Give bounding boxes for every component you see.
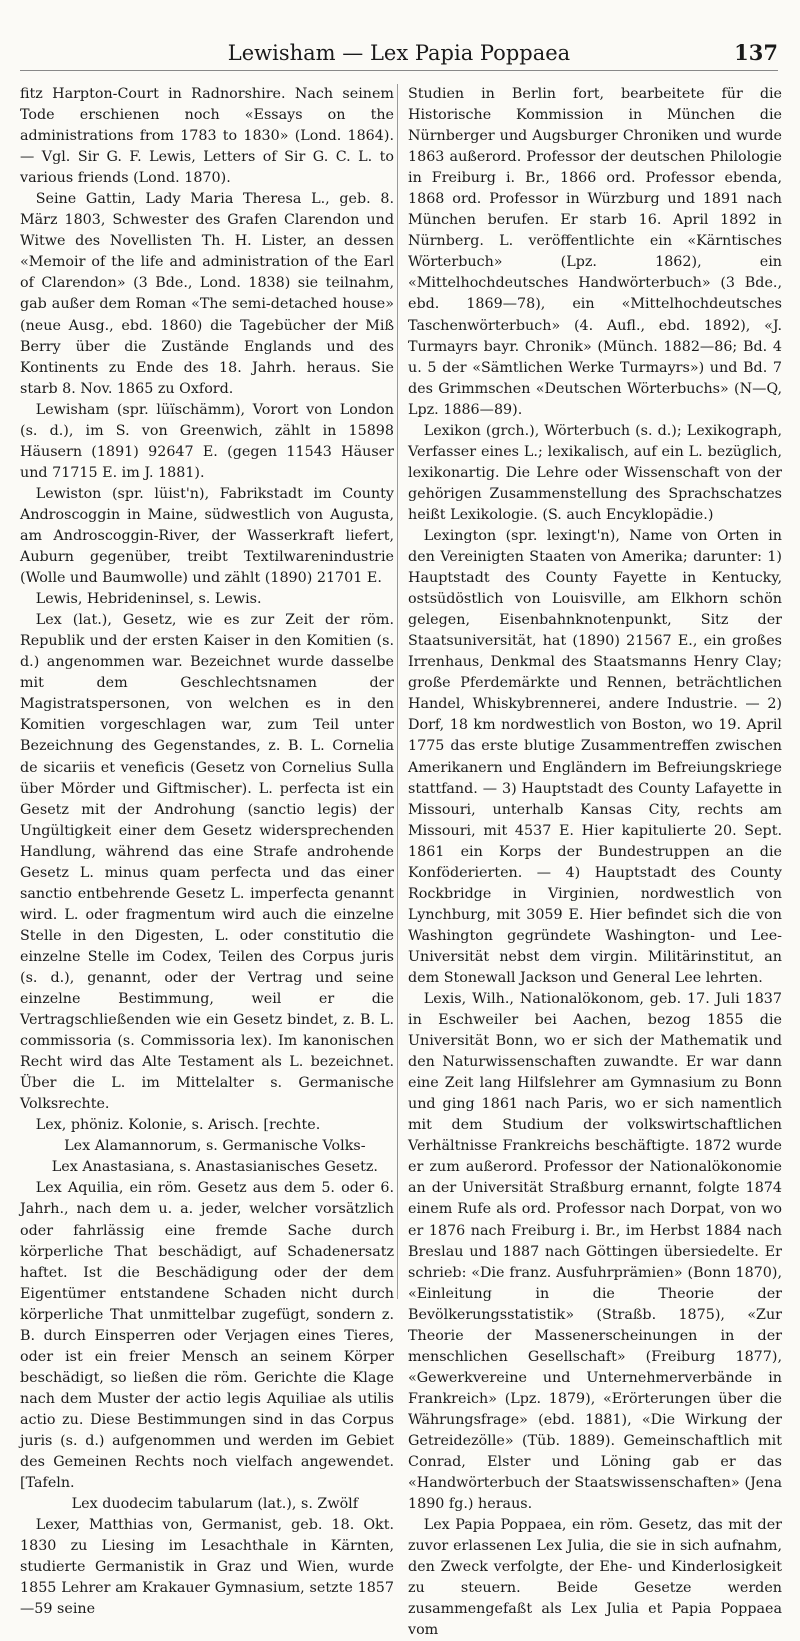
entry-lewiston: Lewiston (spr. lüist'n), Fabrikstadt im County Androscoggin in Maine, südwestlich von Augusta, am Androscoggin-River, der Wasserkraft liefert, Auburn gegenüber, treibt Textilwarenindustrie (Wolle und Baumwolle) und zählt (1890) 21701 E. bbox=[20, 485, 394, 587]
entry-lexer: Lexer, Matthias von, Germanist, geb. 18. Okt. 1830 zu Liesing im Lesachthale in Kärnten, studierte Germanistik in Graz und Wien, wurde 1855 Lehrer am Krakauer Gymnasium, setzte 1857—59 seine bbox=[20, 1517, 394, 1618]
running-head bbox=[20, 36, 778, 71]
entry-lex-alamannorum: Lex Alamannorum, s. Germanische Volks- bbox=[64, 1138, 366, 1155]
left-column bbox=[20, 84, 394, 1620]
entry-lexikon: Lexikon (grch.), Wörterbuch (s. d.); Lexikograph, Verfasser eines L.; lexikalisch, auf ein L. bezüglich, lexikonartig. Die Lehre oder Wissenschaft von der gehörigen Zusammenstellung des Sprachschatzes heißt Lexikologie. (S. auch Encyklopädie.) bbox=[408, 422, 782, 523]
entry-lex-aquilia: Lex Aquilia, ein röm. Gesetz aus dem 5. oder 6. Jahrh., nach dem u. a. jeder, welcher vorsätzlich oder fahrlässig eine fremde Sache durch körperliche That beschädigt, auf Schadenersatz haftet. Ist die Beschädigung oder der dem Eigentümer entstandene Schaden nicht durch körperliche That unmittelbar zugefügt, sondern z. B. durch Einsperren oder Verjagen eines Tieres, oder ist ein freier Mensch an seinem Körper beschädigt, so ließen die röm. Gerichte die Klage nach dem Muster der actio legis Aquiliae als utilis actio zu. Diese Bestimmungen sind in das Corpus juris (s. d.) aufgenommen und werden im Gebiet des Gemeinen Rechts noch vielfach angewendet. [Tafeln. bbox=[20, 1180, 394, 1492]
page-title: Lewisham — Lex Papia Poppaea bbox=[227, 41, 571, 65]
entry-lewis-continued: fitz Harpton-Court in Radnorshire. Nach seinem Tode erschienen noch «Essays on the administrations from 1783 to 1830» (Lond. 1864). — Vgl. Sir G. F. Lewis, Letters of Sir G. C. L. to various friends (Lond. 1870). bbox=[20, 86, 394, 187]
entry-lexis: Lexis, Wilh., Nationalökonom, geb. 17. Juli 1837 in Eschweiler bei Aachen, bezog 1855 die Universität Bonn, wo er sich der Mathematik und den Naturwissenschaften zuwandte. Er war dann eine Zeit lang Hilfslehrer am Gymnasium zu Bonn und ging 1861 nach Paris, wo er sich namentlich mit dem Studium der volkswirtschaftlichen Verhältnisse Frankreichs beschäftigte. 1872 wurde er zum außerord. Professor der Nationalökonomie an der Universität Straßburg ernannt, folgte 1874 einem Rufe als ord. Professor nach Dorpat, von wo er 1876 nach Freiburg i. Br., im Herbst 1884 nach Breslau und 1887 nach Göttingen übersiedelte. Er schrieb: «Die franz. Ausfuhrprämien» (Bonn 1870), «Einleitung in die Theorie der Bevölkerungsstatistik» (Straßb. 1875), «Zur Theorie der Massenerscheinungen in der menschlichen Gesellschaft» (Freiburg 1877), «Gewerkvereine und Unternehmerverbände in Frankreich» (Lpz. 1879), «Erörterungen über die Währungsfrage» (ebd. 1881), «Die Wirkung der Getreidezölle» (Tüb. 1889). Gemeinschaftlich mit Conrad, Elster und Löning gab er das «Handwörterbuch der Staatswissenschaften» (Jena 1890 fg.) heraus. bbox=[408, 991, 782, 1513]
entry-lexington: Lexington (spr. lexingt'n), Name von Orten in den Vereinigten Staaten von Amerika; darunter: 1) Hauptstadt des County Fayette in Kentucky, ostsüdöstlich von Louisville, am Elkhorn schön gelegen, Eisenbahnknotenpunkt, Sitz der Staatsuniversität, hat (1890) 21567 E., ein großes Irrenhaus, Denkmal des Staatsmanns Henry Clay; große Pferdemärkte und Rennen, beträchtlichen Handel, Whiskybrennerei, andere Industrie. — 2) Dorf, 18 km nordwestlich von Boston, wo 19. April 1775 das erste blutige Zusammentreffen zwischen Amerikanern und Engländern im Befreiungskriege stattfand. — 3) Hauptstadt des County Lafayette in Missouri, unterhalb Kansas City, rechts am Missouri, mit 4537 E. Hier kapitulierte 20. Sept. 1861 ein Korps der Bundestruppen an die Konföderierten. — 4) Hauptstadt des County Rockbridge in Virginien, nordwestlich von Lynchburg, mit 3059 E. Hier befindet sich die von Washington gegründete Washington- und Lee-Universität nebst dem virgin. Militärinstitut, an dem Stonewall Jackson und General Lee lehrten. bbox=[408, 527, 782, 986]
entry-lex-papia-poppaea: Lex Papia Poppaea, ein röm. Gesetz, das mit der zuvor erlassenen Lex Julia, die sie in sich aufnahm, den Zweck verfolgte, der Ehe- und Kinderlosigkeit zu steuern. Beide Gesetze werden zusammengefaßt als Lex Julia et Papia Poppaea vom bbox=[408, 1517, 782, 1639]
entry-lady-lewis: Seine Gattin, Lady Maria Theresa L., geb. 8. März 1803, Schwester des Grafen Clarendon und Witwe des Novellisten Th. H. Lister, an dessen «Memoir of the life and administration of the Earl of Clarendon» (3 Bde., Lond. 1838) sie teilnahm, gab außer dem Roman «The semi-detached house» (neue Ausg., ebd. 1860) die Tagebücher der Miß Berry über die Zustände Englands und des Kontinents zu Ende des 18. Jahrh. heraus. Sie starb 8. Nov. 1865 zu Oxford. bbox=[20, 191, 394, 397]
column-divider bbox=[397, 84, 398, 1299]
entry-lex-duodecim: Lex duodecim tabularum (lat.), s. Zwölf bbox=[71, 1496, 359, 1513]
entry-lews: Lewis, Hebrideninsel, s. Lewis. bbox=[35, 591, 262, 608]
entry-lex-anastasiana: Lex Anastasiana, s. Anastasianisches Gesetz. bbox=[51, 1159, 378, 1176]
entry-lexer-continued: Studien in Berlin fort, bearbeitete für die Historische Kommission in München die Nürnberger und Augsburger Chroniken und wurde 1863 außerord. Professor der deutschen Philologie in Freiburg i. Br., 1866 ord. Professor ebenda, 1868 ord. Professor in Würzburg und 1891 nach München berufen. Er starb 16. April 1892 in Nürnberg. L. veröffentlichte ein «Kärntisches Wörterbuch» (Lpz. 1862), ein «Mittelhochdeutsches Handwörterbuch» (3 Bde., ebd. 1869—78), ein «Mittelhochdeutsches Taschenwörterbuch» (4. Aufl., ebd. 1892), «J. Turmayrs bayr. Chronik» (Münch. 1882—86; Bd. 4 u. 5 der «Sämtlichen Werke Turmayrs») und Bd. 7 des Grimmschen «Deutschen Wörterbuchs» (N—Q, Lpz. 1886—89). bbox=[408, 86, 782, 418]
right-column bbox=[408, 84, 782, 1641]
entry-lex: Lex (lat.), Gesetz, wie es zur Zeit der röm. Republik und der ersten Kaiser in den Komitien (s. d.) angenommen war. Bezeichnet wurde dasselbe mit dem Geschlechtsnamen der Magistratspersonen, von welchen es in den Komitien vorgeschlagen war, zum Teil unter Bezeichnung des Gegenstandes, z. B. L. Cornelia de sicariis et veneficis (Gesetz von Cornelius Sulla über Mörder und Giftmischer). L. perfecta ist ein Gesetz mit der Androhung (sanctio legis) der Ungültigkeit einer dem Gesetz widersprechenden Handlung, während das eine Strafe androhende Gesetz L. minus quam perfecta und das einer sanctio entbehrende Gesetz L. imperfecta genannt wird. L. oder fragmentum wird auch die einzelne Stelle in den Digesten, L. oder constitutio die einzelne Stelle im Codex, Teilen des Corpus juris (s. d.), genannt, oder der Vertrag und seine einzelne Bestimmung, weil er die Vertragschließenden wie ein Gesetz bindet, z. B. L. commissoria (s. Commissoria lex). Im kanonischen Recht wird das Alte Testament als L. bezeichnet. Über die L. im Mittelalter s. Germanische Volksrechte. bbox=[20, 612, 394, 1113]
page-number: 137 bbox=[734, 40, 778, 65]
entry-lewisham: Lewisham (spr. lüïschämm), Vorort von London (s. d.), im S. von Greenwich, zählt in 15898 Häusern (1891) 92647 E. (gegen 11543 Häuser und 71715 E. im J. 1881). bbox=[20, 401, 394, 481]
entry-lex-kolonie: Lex, phöniz. Kolonie, s. Arisch. [rechte. bbox=[35, 1117, 321, 1134]
